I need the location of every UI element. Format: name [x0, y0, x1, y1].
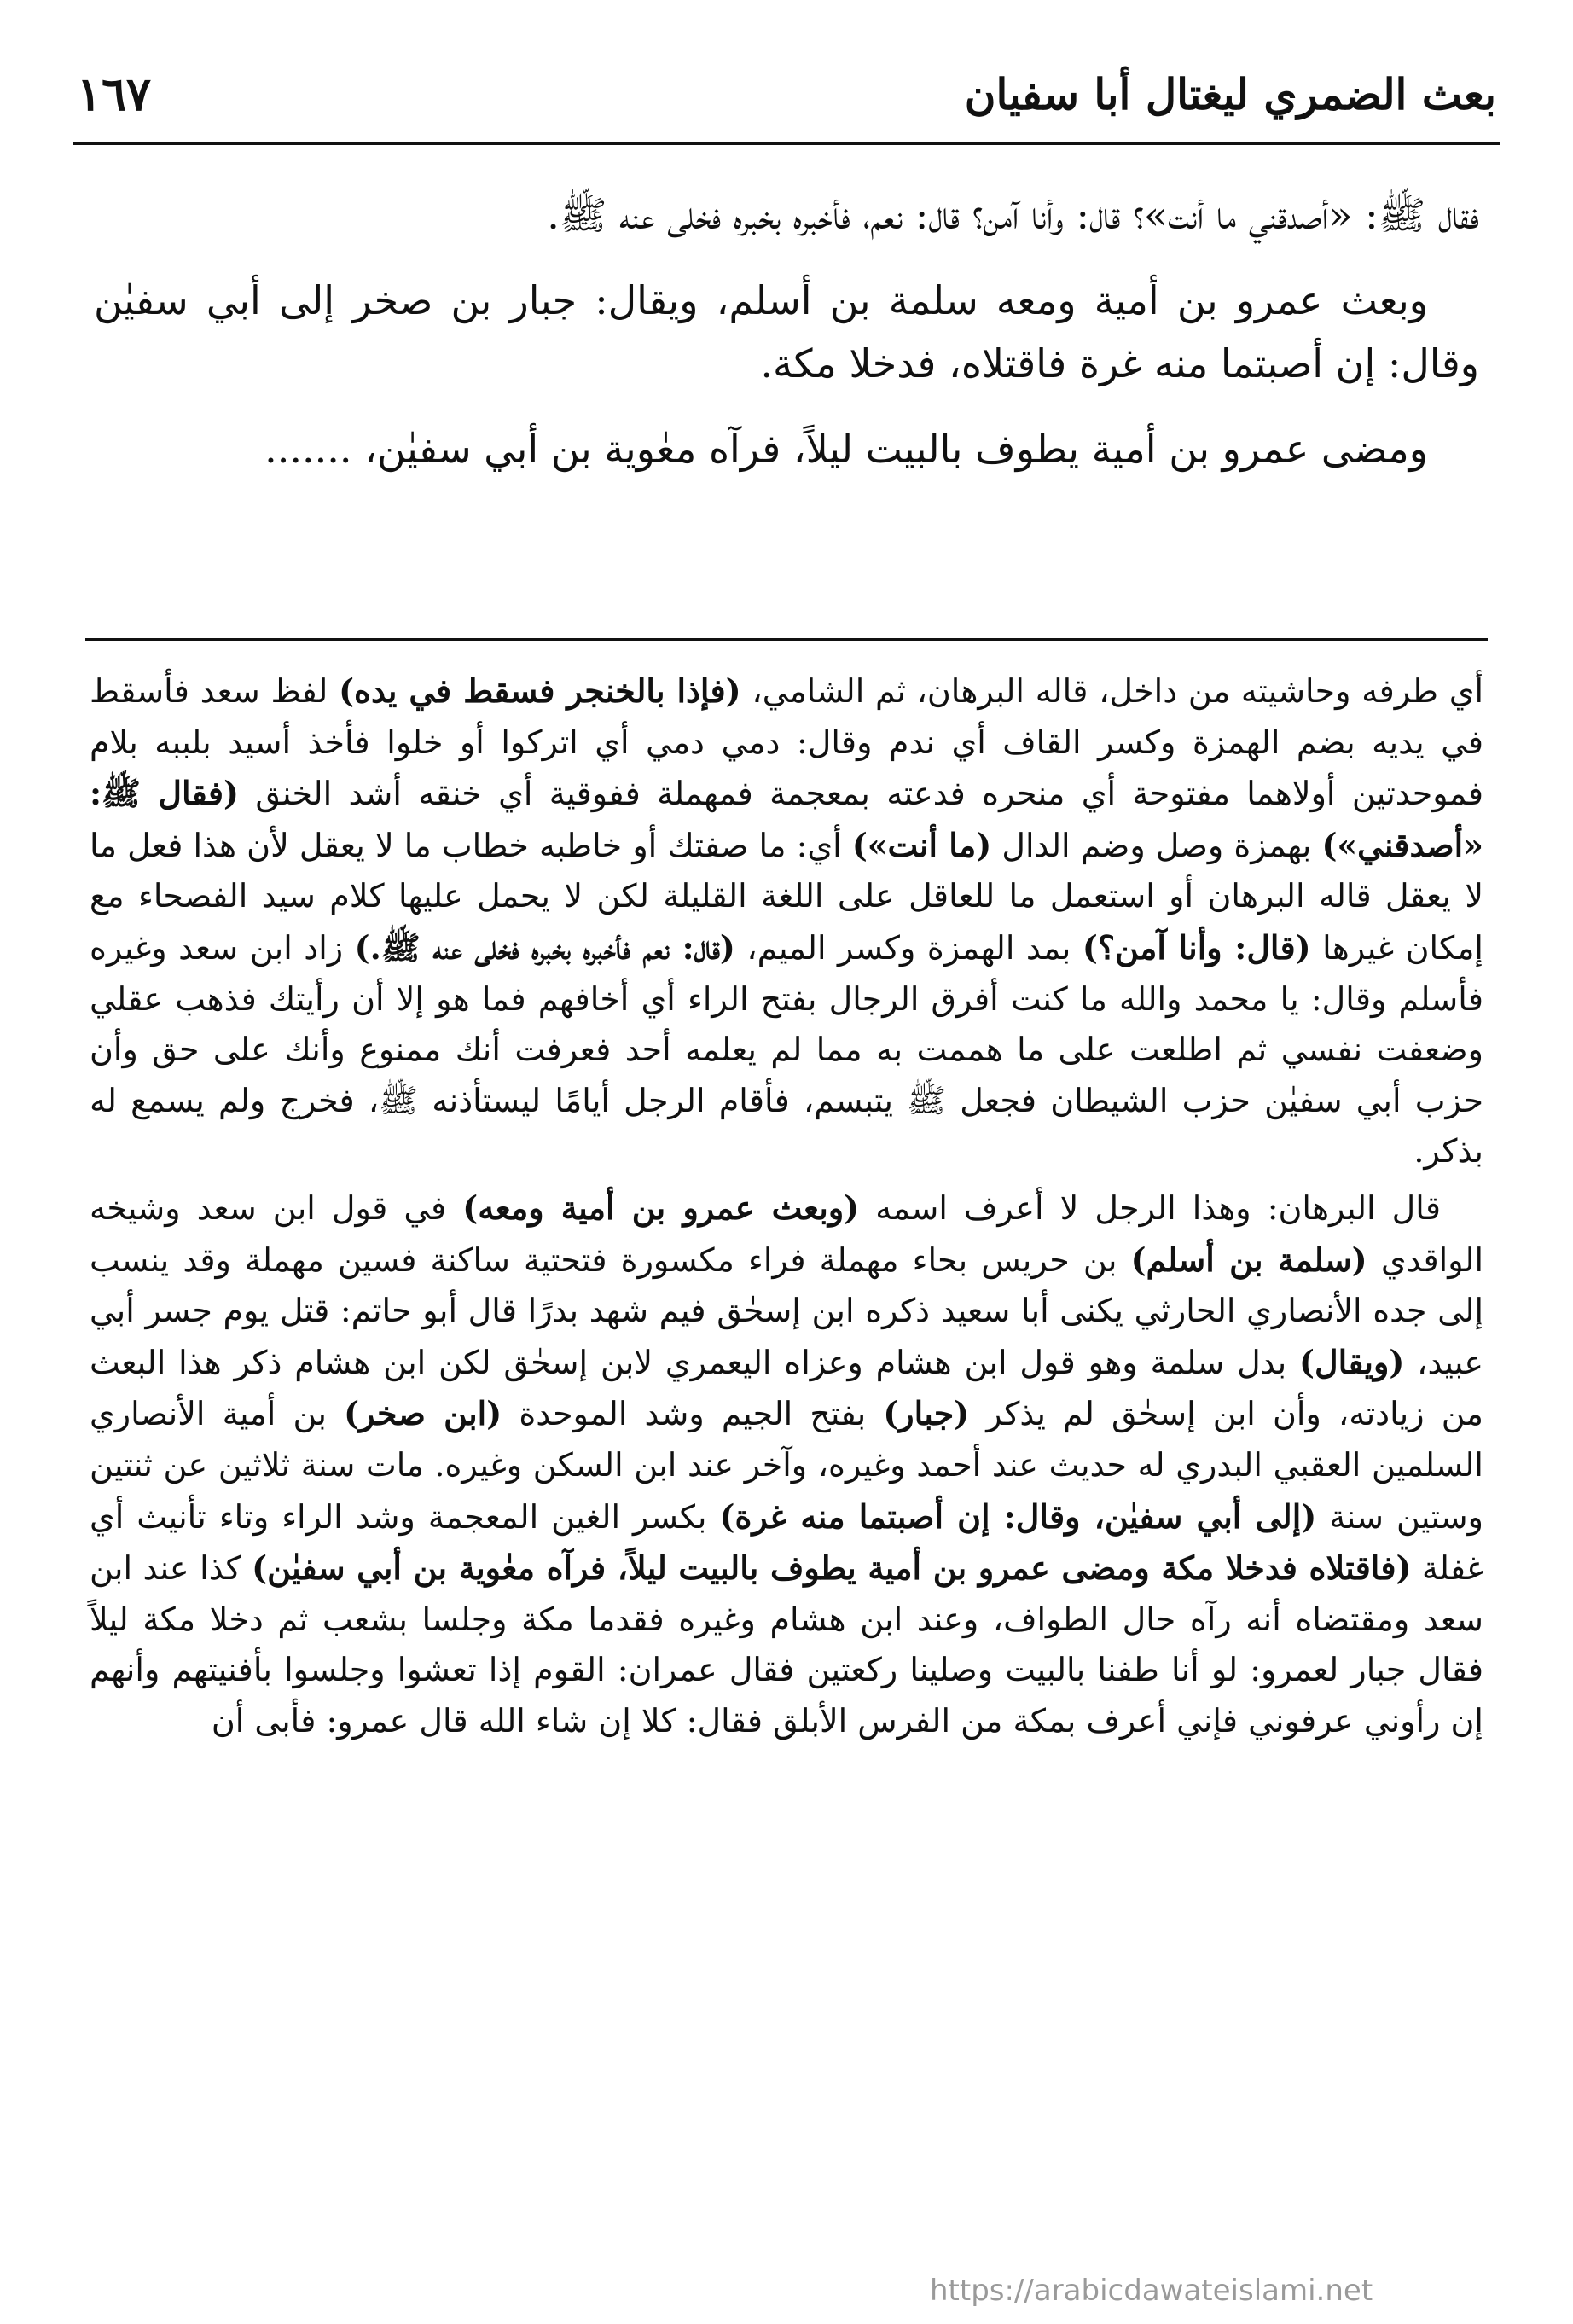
quoted-matn: (فإذا بالخنجر فسقط في يده) [339, 671, 741, 710]
quoted-matn: (وبعث عمرو بن أمية ومعه) [462, 1188, 860, 1227]
quoted-matn: (ابن صخر) [344, 1394, 502, 1433]
main-paragraph: وبعث عمرو بن أمية ومعه سلمة بن أسلم، ويقال: جبار بن صخر إلى أبي سفيٰن وقال: إن أصبتما منه غرة فاقتلاه، فدخلا مكة. [94, 277, 1479, 386]
quoted-matn: (فقال ﷺ: «أصدقني») [90, 774, 1483, 864]
quoted-matn: (سلمة بن أسلم) [1130, 1240, 1367, 1279]
quoted-matn: (ما أنت») [851, 825, 992, 864]
commentary-text: في قول ابن سعد وشيخه الواقدي [90, 1188, 1483, 1279]
page-number: ١٦٧ [77, 67, 152, 121]
footnote-rule [85, 638, 1488, 641]
commentary-text: بفتح الجيم وشد الموحدة [502, 1395, 884, 1433]
commentary-text: بدل سلمة وهو قول ابن هشام وعزاه اليعمري لابن إسحٰق لكن ابن هشام ذكر هذا البعث من زيادته، وأن ابن إسحٰق لم يذكر [90, 1343, 1483, 1433]
quoted-matn: (إلى أبي سفيٰن، وقال: إن أصبتما منه غرة) [719, 1496, 1317, 1536]
quoted-matn: (قال: نعم فأخبره بخبره فخلى عنه ﷺ.) [354, 927, 735, 967]
commentary [90, 665, 1483, 1752]
commentary-text: بهمزة وصل وضم الدال [991, 826, 1322, 864]
commentary-text: لفظ سعد فأسقط في يديه بضم الهمزة وكسر القاف أي ندم وقال: دمي دمي أي اتركوا أو خلوا فأخذ أسيد بلببه بلام فموحدتين أولاهما مفتوحة أي منحره فدعته بمعجمة فمهملة ففوقية أي خنقه أشد الخنق [90, 672, 1484, 813]
watermark-url: https://arabicdawateislami.net [930, 2274, 1373, 2308]
quoted-matn: (فاقتلاه فدخلا مكة ومضى عمرو بن أمية يطوف بالبيت ليلاً، فرآه معٰوية بن أبي سفيٰن) [252, 1548, 1412, 1588]
commentary-text: بن حريس بحاء مهملة فراء مكسورة فتحتية ساكنة فسين مهملة وقد ينسب إلى جده الأنصاري الحارثي يكنى أبا سعيد ذكره ابن إسحٰق فيم شهد بدرًا قال أبو حاتم: قتل يوم جسر أبي عبيد، [90, 1240, 1483, 1381]
commentary-text: قال البرهان: وهذا الرجل لا أعرف اسمه [859, 1188, 1441, 1227]
page-header [77, 60, 1496, 128]
commentary-text: أي طرفه وحاشيته من داخل، قاله البرهان، ثم الشامي، [740, 672, 1483, 710]
quoted-matn: (ويقال) [1299, 1342, 1405, 1381]
running-title: بعث الضمري ليغتال أبا سفيان [964, 68, 1496, 119]
commentary-text: زاد ابن سعد وغيره فأسلم وقال: يا محمد والله ما كنت أفرق الرجال بفتح الراء أي أخافهم فما هو إلا أن رأيتك فذهب عقلي وضعفت نفسي ثم اطلعت على ما هممت به مما لم يعلمه أحد فعرفت أنك ممنوع وأنك على حق وأن حزب أبي سفيٰن حزب الشيطان فجعل ﷺ يتبسم، فأقام الرجل أيامًا ليستأذنه ﷺ، فخرج ولم يسمع له بذكر. [90, 928, 1483, 1171]
commentary-paragraph [90, 665, 1483, 1177]
main-paragraph: فقال ﷺ: «أصدقني ما أنت»؟ قال: وأنا آمن؟ قال: نعم، فأخبره بخبره فخلى عنه ﷺ. [547, 192, 1479, 238]
commentary-paragraph [90, 1182, 1483, 1747]
commentary-text: بكسر الغين المعجمة وشد الراء وتاء تأنيث أي غفلة [90, 1497, 1483, 1588]
main-text [94, 183, 1479, 503]
quoted-matn: (جبار) [883, 1394, 970, 1433]
main-paragraph: ومضى عمرو بن أمية يطوف بالبيت ليلاً، فرآه معٰوية بن أبي سفيٰن، ....... [264, 426, 1428, 472]
header-rule [73, 142, 1500, 145]
quoted-matn: (قال: وأنا آمن؟) [1082, 927, 1311, 967]
commentary-text: بمد الهمزة وكسر الميم، [734, 928, 1083, 967]
commentary-text: بن أمية الأنصاري السلمين العقبي البدري له حديث عند أحمد وغيره، وآخر عند ابن السكن وغيره. مات سنة ثلاثين عن ثنتين وستين سنة [90, 1395, 1483, 1536]
commentary-text: كذا عند ابن سعد ومقتضاه أنه رآه حال الطواف، وعند ابن هشام وغيره فقدما مكة وجلسا بشعب ثم دخلا مكة ليلاً فقال جبار لعمرو: لو أنا طفنا بالبيت وصلينا ركعتين فقال عمران: القوم إذا تعشوا وجلسوا بأفنيتهم وأنهم إن رأوني عرفوني فإني أعرف بمكة من الفرس الأبلق فقال: كلا إن شاء الله قال عمرو: فأبى أن [90, 1549, 1483, 1740]
commentary-text: أي: ما صفتك أو خاطبه خطاب ما لا يعقل لأن هذا فعل ما لا يعقل قاله البرهان أو استعمل ما للعاقل على اللغة القليلة لكن لا يحمل عليها كلام سيد الفصحاء مع إمكان غيرها [90, 826, 1483, 967]
